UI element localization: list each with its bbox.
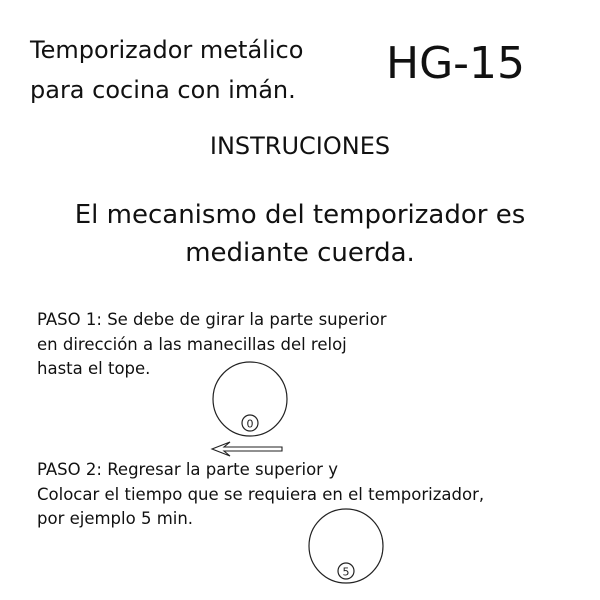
step-2-line: por ejemplo 5 min.	[37, 509, 194, 528]
dial-diagram-step-1	[213, 362, 287, 436]
title-line-2: para cocina con imán.	[30, 76, 296, 104]
dial-diagram-step-2	[309, 509, 383, 583]
model-number: HG-15	[386, 38, 526, 89]
dial-value: 0	[246, 417, 254, 431]
intro-line-1: El mecanismo del temporizador es	[74, 200, 526, 230]
arrow-left-icon	[212, 442, 282, 456]
step-2-line: PASO 2: Regresar la parte superior y	[37, 460, 338, 479]
step-1-line: hasta el tope.	[37, 359, 151, 378]
intro-line-2: mediante cuerda.	[185, 238, 415, 268]
title-line-1: Temporizador metálico	[30, 36, 304, 64]
step-1-line: en dirección a las manecillas del reloj	[37, 334, 347, 354]
step-2-line: Colocar el tiempo que se requiera en el temporizador,	[37, 484, 485, 504]
instructions-heading: INSTRUCIONES	[209, 132, 391, 160]
step-1-line: PASO 1: Se debe de girar la parte superior	[37, 310, 387, 329]
dial-value: 5	[342, 565, 350, 579]
